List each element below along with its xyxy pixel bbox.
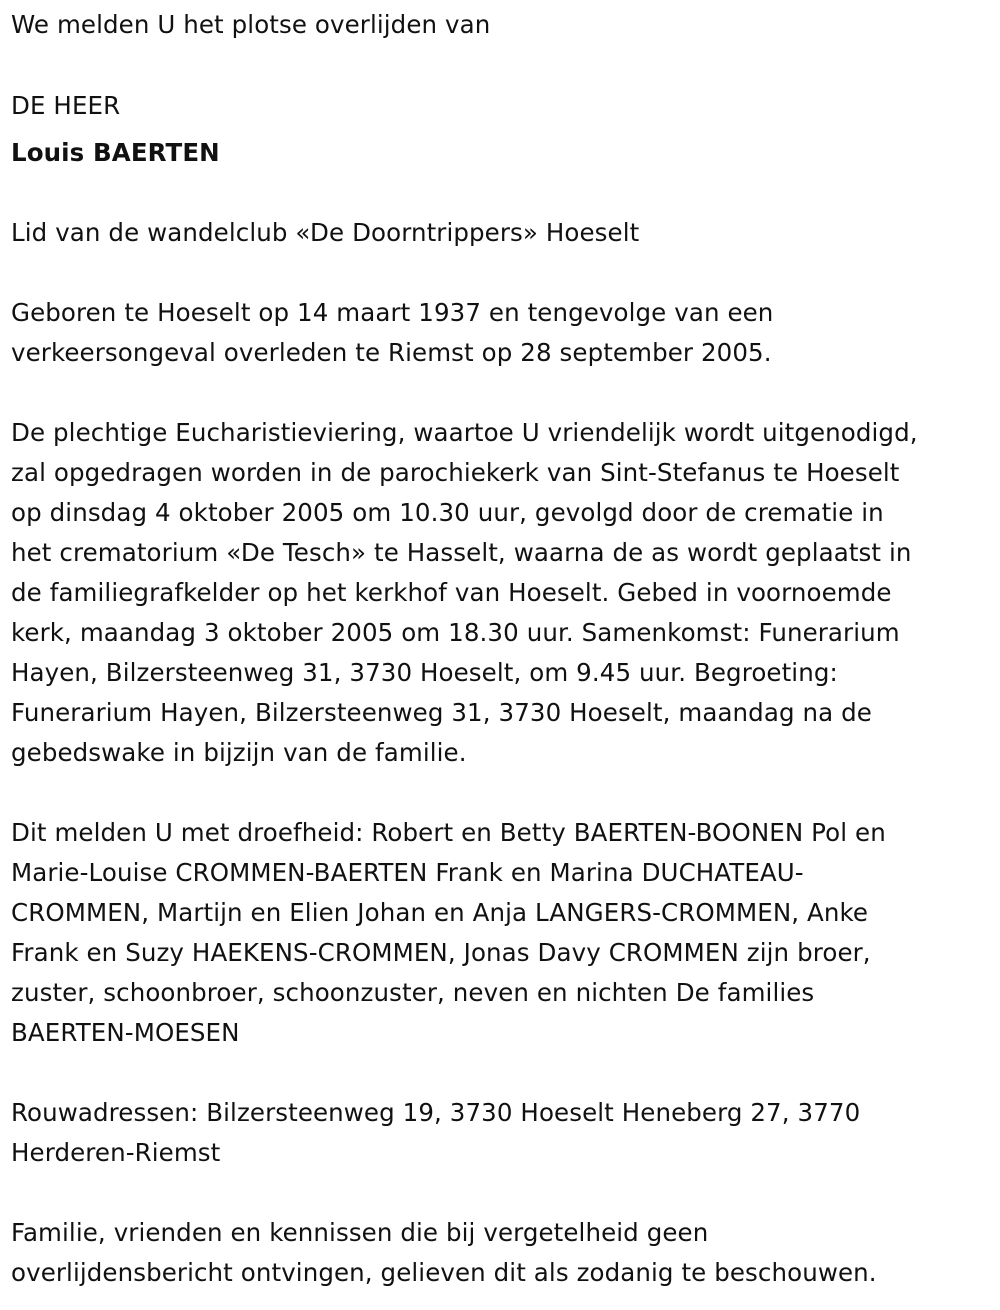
family-line: CROMMEN, Martijn en Elien Johan en Anja LANGERS-CROMMEN, Anke [11,898,869,927]
honorific-title: DE HEER [11,91,121,120]
deceased-name: Louis BAERTEN [11,138,220,167]
closing-line: Familie, vrienden en kennissen die bij vergetelheid geen [11,1218,709,1247]
family-line: BAERTEN-MOESEN [11,1018,240,1047]
ceremony-line: kerk, maandag 3 oktober 2005 om 18.30 uur. Samenkomst: Funerarium [11,618,900,647]
ceremony-line: gebedswake in bijzijn van de familie. [11,738,467,767]
ceremony-line: op dinsdag 4 oktober 2005 om 10.30 uur, gevolgd door de crematie in [11,498,884,527]
address-line: Herderen-Riemst [11,1138,221,1167]
closing-line: overlijdensbericht ontvingen, gelieven dit als zodanig te beschouwen. [11,1258,877,1287]
family-line: Marie-Louise CROMMEN-BAERTEN Frank en Marina DUCHATEAU- [11,858,804,887]
membership-text: Lid van de wandelclub «De Doorntrippers» Hoeselt [11,218,640,247]
ceremony-line: het crematorium «De Tesch» te Hasselt, waarna de as wordt geplaatst in [11,538,912,567]
birth-line: Geboren te Hoeselt op 14 maart 1937 en tengevolge van een [11,298,774,327]
ceremony-line: Funerarium Hayen, Bilzersteenweg 31, 3730 Hoeselt, maandag na de [11,698,872,727]
ceremony-line: Hayen, Bilzersteenweg 31, 3730 Hoeselt, om 9.45 uur. Begroeting: [11,658,838,687]
family-line: Frank en Suzy HAEKENS-CROMMEN, Jonas Davy CROMMEN zijn broer, [11,938,871,967]
ceremony-line: De plechtige Eucharistieviering, waartoe U vriendelijk wordt uitgenodigd, [11,418,918,447]
birth-line: verkeersongeval overleden te Riemst op 28 september 2005. [11,338,772,367]
address-line: Rouwadressen: Bilzersteenweg 19, 3730 Hoeselt Heneberg 27, 3770 [11,1098,861,1127]
intro-text: We melden U het plotse overlijden van [11,10,491,39]
family-line: zuster, schoonbroer, schoonzuster, neven en nichten De families [11,978,815,1007]
ceremony-line: zal opgedragen worden in de parochiekerk van Sint-Stefanus te Hoeselt [11,458,900,487]
ceremony-line: de familiegrafkelder op het kerkhof van Hoeselt. Gebed in voornoemde [11,578,892,607]
family-line: Dit melden U met droefheid: Robert en Betty BAERTEN-BOONEN Pol en [11,818,886,847]
